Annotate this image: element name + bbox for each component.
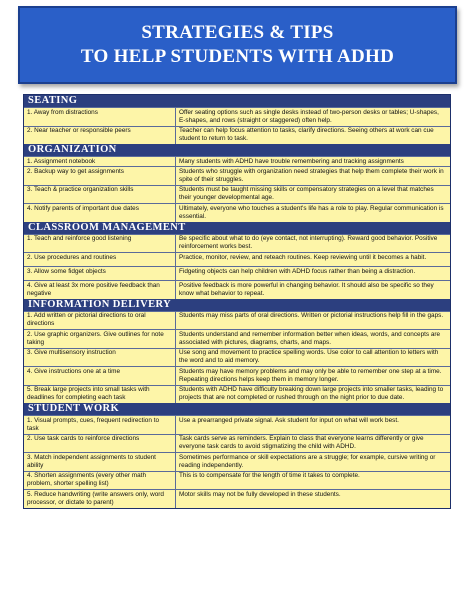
table-row: [24, 385, 450, 404]
section-header-student-work: STUDENT WORK: [24, 403, 450, 415]
title-line-2: TO HELP STUDENTS WITH ADHD: [80, 46, 395, 67]
detail-cell: Students with ADHD have difficulty breaking down large projects into smaller tasks, leading to projects that are not completed or rushed through on the night prior to due date.: [179, 386, 444, 402]
detail-cell: Fidgeting objects can help children with ADHD focus rather than being a distraction.: [179, 267, 416, 275]
tip-cell: 4. Give instructions one at a time: [24, 367, 176, 385]
table-row: [24, 203, 450, 222]
detail-cell: Students understand and remember information better when ideas, words, and concepts are associated with pictures, diagrams, charts, and maps.: [179, 330, 441, 346]
section-header-seating: SEATING: [24, 95, 450, 107]
detail-cell: Many students with ADHD have trouble remembering and tracking assignments: [179, 157, 404, 165]
tip-cell: 3. Give multisensory instruction: [24, 349, 176, 367]
section-header-classroom-management: CLASSROOM MANAGEMENT: [24, 222, 450, 234]
tip-cell: 1. Visual prompts, cues, frequent redirection to task: [24, 416, 176, 434]
table-row: [24, 415, 450, 434]
detail-cell: Students who struggle with organization need strategies that help them complete their work in spite of their struggles.: [179, 167, 444, 183]
table-row: [24, 452, 450, 471]
tip-cell: 4. Give at least 3x more positive feedback than negative: [24, 281, 176, 299]
detail-cell: Ultimately, everyone who touches a student's life has a role to play. Regular communication is essential.: [179, 204, 444, 220]
tip-cell: 1. Teach and reinforce good listening: [24, 235, 176, 253]
detail-cell: Sometimes performance or skill expectations are a struggle; for example, cursive writing or reading independently.: [179, 453, 436, 469]
table-row: [24, 252, 450, 266]
tip-cell: 2. Backup way to get assignments: [24, 167, 176, 185]
tip-cell: 5. Reduce handwriting (write answers only, word processor, or dictate to parent): [24, 490, 176, 508]
table-row: [24, 489, 450, 508]
tip-cell: 5. Break large projects into small tasks with deadlines for completing each task: [24, 386, 176, 404]
detail-cell: Use song and movement to practice spelling words. Use color to call attention to letters with the word and to aid memory.: [179, 349, 439, 365]
tip-cell: 4. Shorten assignments (every other math problem, shorter spelling list): [24, 472, 176, 490]
title-banner: [18, 6, 457, 84]
tip-cell: 4. Notify parents of important due dates: [24, 204, 176, 222]
tip-cell: 3. Match independent assignments to student ability: [24, 453, 176, 471]
detail-cell: This is to compensate for the length of time it takes to complete.: [179, 472, 360, 479]
table-row: [24, 166, 450, 185]
tip-cell: 2. Use graphic organizers. Give outlines for note taking: [24, 330, 176, 348]
detail-cell: Task cards serve as reminders. Explain to class that everyone learns differently or give everyone task cards to avoid stigmatizing the child with ADHD.: [179, 435, 424, 451]
tip-cell: 1. Away from distractions: [24, 108, 176, 126]
table-row: [24, 126, 450, 145]
section-header-organization: ORGANIZATION: [24, 144, 450, 156]
detail-cell: Be specific about what to do (eye contact, not interrupting). Reward good behavior. Positive reinforcement works best.: [179, 235, 438, 251]
tip-cell: 3. Teach & practice organization skills: [24, 186, 176, 204]
table-row: [24, 311, 450, 330]
tip-cell: 2. Use procedures and routines: [24, 253, 176, 266]
table-row: [24, 366, 450, 385]
tip-cell: 1. Add written or pictorial directions to oral directions: [24, 312, 176, 330]
detail-cell: Teacher can help focus attention to tasks, clarify directions. Seeing others at work can cue student to return to task.: [179, 127, 434, 143]
detail-cell: Students may have memory problems and may only be able to remember one step at a time. Repeating directions helps keep them in memory longer.: [179, 367, 442, 383]
table-row: [24, 156, 450, 166]
table-row: [24, 234, 450, 253]
strategies-table: [23, 94, 451, 509]
detail-cell: Offer seating options such as single desks instead of two-person desks or tables; U-shapes, E-shapes, and rows (straight or staggered) often help.: [179, 108, 439, 124]
detail-cell: Motor skills may not be fully developed in these students.: [179, 490, 341, 498]
tip-cell: 3. Allow some fidget objects: [24, 267, 176, 280]
table-row: [24, 280, 450, 299]
detail-cell: Practice, monitor, review, and reteach routines. Keep reviewing until it becomes a habit.: [179, 253, 427, 261]
section-header-information-delivery: INFORMATION DELIVERY: [24, 299, 450, 311]
tip-cell: 1. Assignment notebook: [24, 157, 176, 166]
table-row: [24, 107, 450, 126]
title-line-1: STRATEGIES & TIPS: [141, 22, 334, 43]
tip-cell: 2. Use task cards to reinforce directions: [24, 435, 176, 453]
table-row: [24, 266, 450, 280]
tip-cell: 2. Near teacher or responsible peers: [24, 127, 176, 145]
table-row: [24, 434, 450, 453]
detail-cell: Students must be taught missing skills or compensatory strategies on a level that matches their younger developmental age.: [179, 186, 434, 202]
table-row: [24, 329, 450, 348]
table-row: [24, 471, 450, 490]
table-row: [24, 348, 450, 367]
detail-cell: Positive feedback is more powerful in changing behavior. It should also be specific so they know what behavior to repeat.: [179, 281, 434, 297]
detail-cell: Students may miss parts of oral directions. Written or pictorial instructions help fill in the gaps.: [179, 312, 444, 319]
table-row: [24, 185, 450, 204]
detail-cell: Use a prearranged private signal. Ask student for input on what will work best.: [179, 416, 399, 424]
